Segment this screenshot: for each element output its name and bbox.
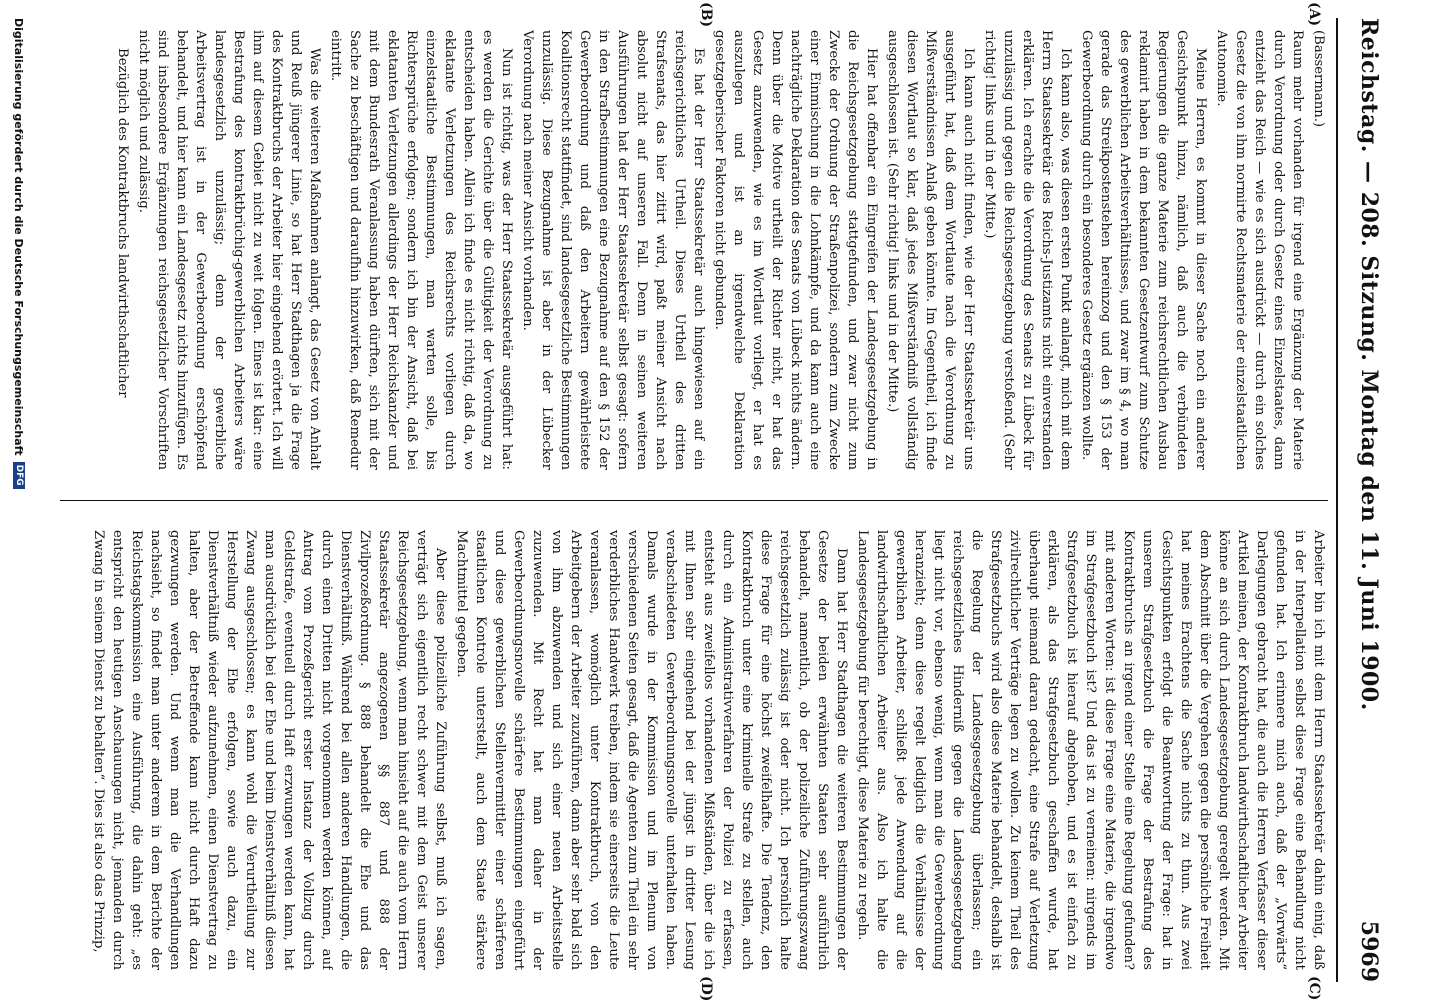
paragraph: Nun ist richtig, was der Herr Staatssekretär ausgeführt hat: es werden die Gerichte über die Gültigkeit der Verordnung zu entscheiden haben. Allein ich finde es nicht richtig, daß da, wo eklatante Verletzungen des Reichsrechts vorliegen durch einzelstaatliche Bestimmungen, man warten solle, bis Richtersprüche erfolgen; sondern ich bin der Ansicht, daß bei eklatanten Verletzungen allerdings der Herr Reichskanzler und mit dem Bundesrath Veranlassung haben dürften, sich mit der Sache zu beschäftigen und daraufhin hinzuwirken, daß Remedur eintritt.: [328, 30, 514, 470]
page-title: Reichstag. — 208. Sitzung. Montag den 11. Juni 1900.: [1356, 18, 1382, 711]
dfg-logo: DFG: [13, 462, 25, 489]
paragraph: Dann hat Herr Stadthagen die weiteren Bestimmungen der Gesetze der beiden erwähnten Staaten sehr ausführlich behandelt, namentlich, ob der polizeiliche Zuführungszwang reichsgesetzlich zulässig ist oder nicht. Ich persönlich halte diese Frage für eine höchst zweifelhafte. Die Tendenz, den Kontraktbruch unter eine kriminelle Strafe zu stellen, auch durch ein Administrativverfahren der Polizei zu erfassen, entsteht aus zweifellos vorhandenen Mißständen, über die ich mit Ihnen sehr eingehend bei der jüngst in dritter Lesung verabschiedeten Gewerbeordnungsnovelle unterhalten haben. Damals wurde in der Kommission und im Plenum von verschiedenen Seiten gesagt, daß die Agenten zum Theil ein sehr verderbliches Handwerk treiben, indem sie einerseits die Leute veranlassen, womöglich unter Kontraktbruch, von den Arbeitgebern der Arbeiter zuzuführen, dann aber sehr bald sich von ihm abzuwenden und sich einer neuen Arbeitsstelle zuzuwenden. Mit Recht hat man daher in der Gewerbeordnungsnovelle schärfere Bestimmungen eingeführt und diese gewerblichen Stellenvermittler einer schärferen staatlichen Kontrole unterstellt, auch dem Staate stärkere Machtmittel gegeben.: [454, 530, 849, 970]
page-number: 5969: [1356, 920, 1382, 982]
paragraph: Raum mehr vorhanden für irgend eine Ergänzung der Materie durch Verordnung oder durch Gesetz eines Einzelstaates, dann entzieht das Reich — wie es sich ausdrückt — durch ein solches Gesetz die von ihm normirte Rechtsmaterie der einzelstaatlichen Autonomie.: [1214, 30, 1305, 470]
paragraph: Arbeiter bin ich mit dem Herrn Staatssekretär dahin einig, daß in der Interpellation selbst diese Frage eine Behandlung nicht gefunden hat. Ich erinnere mich auch, daß der „Vorwärts“ Darlegungen gebracht hat, die auch die Herren Verfasser dieser Artikel meinen, der Kontraktbruch landwirthschaftlicher Arbeiter könne an sich durch Landesgesetzgebung geregelt werden. Mit dem Abschnitt über die Vergehen gegen die persönliche Freiheit hat meines Erachtens die Sache nichts zu thun. Aus zwei Gesichtspunkten erfolgt die Beantwortung der Frage: hat in unserem Strafgesetzbuch die Frage der Bestrafung des Kontraktbruchs an irgend einer Stelle eine Regelung gefunden? mit anderen Worten: ist diese Frage eine Materie, die irgendwo im Strafgesetzbuch ist? Und das ist zu verneinen: nirgends im Strafgesetzbuch ist hierauf abgehoben, und es ist einfach zu erklären, als das Strafgesetzbuch geschaffen wurde, hat überhaupt niemand daran gedacht, eine Strafe auf Verletzung zivilrechtlicher Verträge legen zu wollen. Zu keinem Theil des Strafgesetzbuchs wird also diese Materie behandelt, deshalb ist die Regelung der Landesgesetzgebung überlassen; ein reichsgesetzliches Hinderniß gegen die Landesgesetzgebung liegt nicht vor, ebenso wenig, wenn man die Gewerbeordnung heranzieht; denn diese regelt lediglich die Verhältnisse der gewerblichen Arbeiter, schließt jede Anwendung auf die landwirthschaftlichen Arbeiter aus. Also ich halte die Landesgesetzgebung für berechtigt, diese Materie zu regeln.: [855, 530, 1326, 970]
margin-marker-d: (D): [698, 976, 714, 1001]
paragraph: Aber diese polizeiliche Zuführung selbst, muß ich sagen, verträgt sich eigentlich recht schwer mit dem Geist unserer Reichsgesetzgebung, wenn man hinsieht auf die auch vom Herrn Staatssekretär angezogenen §§ 887 und 888 der Zivilprozeßordnung. § 888 behandelt die Ehe und das Dienstverhältniß. Während bei allen anderen Handlungen, die durch einen Dritten nicht vorgenommen werden können, auf Antrag vom Prozeßgericht erster Instanz der Vollzug durch Geldstrafe, eventuell durch Haft erzwungen werden kann, hat man ausdrücklich bei der Ehe und beim Dienstverhältniß diesen Zwang ausgeschlossen; es kann wohl die Verurtheilung zur Herstellung der Ehe erfolgen, sowie auch dazu, ein Dienstverhältniß wieder aufzunehmen, einen Dienstvertrag zu halten, aber der Betreffende kann nicht durch Haft dazu gezwungen werden. Und wenn man die Verhandlungen nachsieht, so findet man unter anderem in dem Berichte der Reichstagskommission eine Ausführung, die dahin geht: „es entspricht den heutigen Anschauungen nicht, jemanden durch Zwang in seinem Dienst zu behalten“. Dies ist also das Prinzip,: [91, 530, 448, 970]
page-header: [1336, 18, 1394, 982]
footer-credit: Digitalisierung gefördert durch die Deutsche Forschungsgemeinschaft: [12, 18, 26, 456]
left-column: [60, 30, 1328, 470]
right-column: [60, 530, 1328, 970]
paragraph: Es hat der Herr Staatssekretär auch hingewiesen auf ein reichsgerichtliches Urtheil. Dieses Urtheil des dritten Strafsenats, das hier zitirt wird, paßt meiner Ansicht nach absolut nicht auf unseren Fall. Denn in seinen weiteren Ausführungen hat der Herr Staatssekretär selbst gesagt: sofern in den Strafbestimmungen eine Bezugnahme auf den § 152 der Gewerbeordnung und daß den Arbeitern gewährleistete Koalitionsrecht stattfindet, sind landesgesetzliche Bestimmungen unzulässig. Diese Bezugnahme ist aber in der Lübecker Verordnung nach meiner Ansicht vorhanden.: [520, 30, 706, 470]
paragraph: Ich kann auch nicht finden, wie der Herr Staatssekretär uns ausgeführt hat, daß dem Wortlaute nach die Verordnung zu Mißverständnissen Anlaß geben könnte. Im Gegentheil, ich finde diesen Wortlaut so klar, daß jedes Mißverständniß vollständig ausgeschlossen ist. (Sehr richtig! links und in der Mitte.): [885, 30, 976, 470]
margin-marker-c: (C): [1306, 976, 1322, 1001]
margin-marker-b: (B): [698, 2, 714, 28]
paragraph: Meine Herren, es kommt in dieser Sache noch ein anderer Gesichtspunkt hinzu, nämlich, daß auch die verbündeten Regierungen die ganze Materie zum reichsrechtlichen Ausbau reklamirt haben in dem bekannten Gesetzentwurf zum Schutze des gewerblichen Arbeitsverhältnisses, und zwar im § 4, wo man gerade das Streikpostenstehen hereinzog und den § 153 der Gewerbeordnung durch ein besonderes Gesetz ergänzen wollte.: [1079, 30, 1208, 470]
paragraph: Ich kann also, was diesen ersten Punkt anlangt, mich mit dem Herrn Staatssekretär des Reichs-Justizamts nicht einverstanden erklären. Ich erachte die Verordnung des Senats zu Lübeck für unzulässig und gegen die Reichsgesetzgebung verstoßend. (Sehr richtig! links und in der Mitte.): [982, 30, 1073, 470]
column-divider: [60, 500, 1328, 501]
footer: [8, 18, 30, 982]
paragraph: Was die weiteren Maßnahmen anlangt, das Gesetz von Anhalt und Reuß jüngerer Linie, so hat Herr Stadthagen ja die Frage des Kontraktbruchs der Arbeiter hier eingehend erörtert. Ich will ihm auf diesem Gebiet nicht zu weit folgen. Eines ist klar: eine Bestrafung des kontraktbrüchig-gewerblichen Arbeiters wäre landesgesetzlich unzulässig; denn der gewerbliche Arbeitsvertrag ist in der Gewerbeordnung erschöpfend behandelt, und hier kann ein Landesgesetz nichts hinzufügen. Es sind insbesondere Ergänzungen reichsgesetzlicher Vorschriften nicht möglich und zulässig.: [136, 30, 322, 470]
paragraph: (Bassermann.): [1311, 30, 1326, 128]
margin-marker-a: (A): [1306, 2, 1322, 27]
paragraph: Hier hat offenbar ein Eingreifen der Landesgesetzgebung in die Reichsgesetzgebung stattgefunden, und zwar nicht zum Zwecke der Ordnung der Straßenpolizei, sondern zum Zwecke einer Einmischung in die Lohnkämpfe, und da kann auch eine nachträgliche Deklaration des Senats von Lübeck nichts ändern. Denn über die Motive urtheilt der Richter nicht, er hat das Gesetz anzuwenden, wie es im Wortlaut vorliegt, er hat es auszulegen und ist an irgendwelche Deklaration gesetzgeberischer Faktoren nicht gebunden.: [712, 30, 879, 470]
paragraph: Bezüglich des Kontraktbruchs landwirthschaftlicher: [115, 48, 130, 398]
